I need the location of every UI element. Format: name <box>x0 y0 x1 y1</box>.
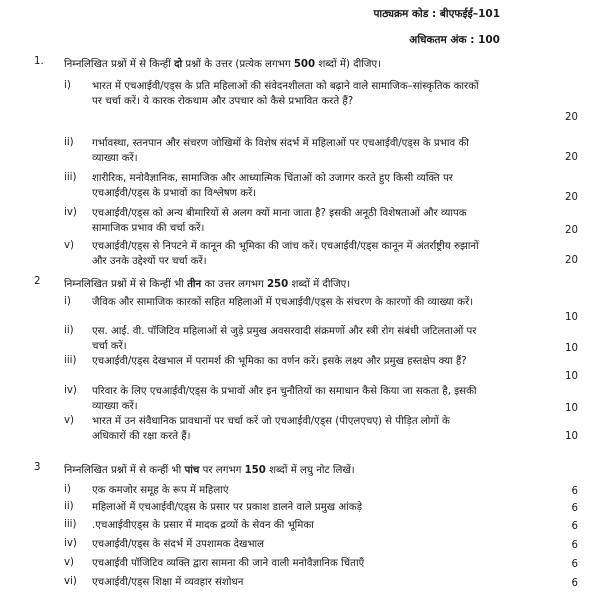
list-item <box>64 501 578 517</box>
item-numeral: ii) <box>64 137 74 148</box>
item-text: एस. आई. वी. पॉजिटिव महिलाओं से जुड़े प्रमुख अवसरवादी संक्रमणों और स्त्री रोग संबंधी जटिलताओं पर चर्चा करें। <box>92 326 477 352</box>
item-numeral: i) <box>64 296 71 307</box>
item-marks: 20 <box>565 225 578 236</box>
item-numeral: v) <box>64 415 75 426</box>
list-item <box>64 137 578 167</box>
list-item <box>64 240 578 270</box>
item-text: महिलाओं में एचआईवी/एड्स के प्रसार पर प्रकाश डालने वाले प्रमुख आंकड़े <box>92 502 363 513</box>
item-numeral: iv) <box>64 385 77 396</box>
course-code: पाठ्यक्रम कोड : बीएफईई–101 <box>373 8 500 20</box>
item-marks: 6 <box>571 503 578 514</box>
item-numeral: iii) <box>64 355 77 366</box>
item-marks: 20 <box>565 192 578 203</box>
list-item <box>64 576 578 592</box>
item-marks: 6 <box>571 578 578 589</box>
item-numeral: v) <box>64 557 75 568</box>
item-marks: 10 <box>565 403 578 414</box>
item-text: शारीरिक, मनोवैज्ञानिक, सामाजिक और आध्यात्मिक चिंताओं को उजागर करते हुए किसी व्यक्ति पर एचआईवी/एड्स के प्रभावों का विश्लेषण करें। <box>92 173 453 199</box>
list-item <box>64 80 578 126</box>
item-text: .एचआईवीएड्स के प्रसार में मादक द्रव्यों के सेवन की भूमिका <box>92 520 314 531</box>
item-text: परिवार के लिए एचआईवी/एड्स के प्रभावों और इन चुनौतियों का समाधान कैसे किया जा सकता है, इसकी व्याख्या करें। <box>92 386 477 412</box>
item-numeral: ii) <box>64 325 74 336</box>
item-numeral: iii) <box>64 519 77 530</box>
item-text: भारत में एचआईवी/एड्स के प्रति महिलाओं की संवेदनशीलता को बढ़ाने वाले सामाजिक–सांस्कृतिक कारकों पर चर्चा करें। ये कारक रोकथाम और उपचार को कैसे प्रभावित करते हैं? <box>92 81 479 107</box>
question-instruction: निम्नलिखित प्रश्नों में से किन्हीं दो प्रश्नों के उत्तर (प्रत्येक लगभग 500 शब्दों में) दीजिए। <box>64 59 381 70</box>
question-instruction: निम्नलिखित प्रश्नों में से कन्हीं भी पांच पर लगभग 150 शब्दों में लघु नोट लिखें। <box>64 465 355 476</box>
question-number: 3 <box>34 462 41 473</box>
item-marks: 10 <box>565 371 578 382</box>
max-marks: अधिकतम अंक : 100 <box>409 34 500 46</box>
item-marks: 20 <box>565 255 578 266</box>
item-marks: 6 <box>571 486 578 497</box>
list-item <box>64 519 578 535</box>
question-number: 1. <box>34 56 44 67</box>
question-number: 2 <box>34 276 41 287</box>
list-item <box>64 538 578 554</box>
item-text: एचआईवी/एड्स के संदर्भ में उपशामक देखभाल <box>92 539 265 550</box>
item-marks: 10 <box>565 312 578 323</box>
item-text: भारत में उन संवैधानिक प्रावधानों पर चर्चा करें जो एचआईवी/एड्स (पीएलएचए) से पीड़ित लोगों के अधिकारों की रक्षा करते हैं। <box>92 416 450 442</box>
item-text: एचआईवी/एड्स देखभाल में परामर्श की भूमिका का वर्णन करें। इसके लक्ष्य और प्रमुख हस्तक्षेप क्या हैं? <box>92 356 467 367</box>
item-text: एचआईवी पॉजिटिव व्यक्ति द्वारा सामना की जाने वाली मनोवैज्ञानिक चिंताएँ <box>92 558 365 569</box>
item-marks: 10 <box>565 431 578 442</box>
list-item <box>64 207 578 237</box>
list-item <box>64 415 578 445</box>
item-numeral: i) <box>64 80 71 91</box>
item-text: एचआईवी/एड्स शिक्षा में व्यवहार संशोधन <box>92 577 244 588</box>
item-marks: 6 <box>571 521 578 532</box>
list-item <box>64 385 578 415</box>
question-instruction: निम्नलिखित प्रश्नों में से किन्हीं भी तीन का उत्तर लगभग 250 शब्दों में दीजिए। <box>64 279 351 290</box>
list-item <box>64 484 578 500</box>
item-numeral: ii) <box>64 501 74 512</box>
item-text: गर्भावस्था, स्तनपान और संचरण जोखिमों के विशेष संदर्भ में महिलाओं पर एचआईवी/एड्स के प्रभाव की व्याख्या करें। <box>92 138 469 164</box>
item-marks: 6 <box>571 540 578 551</box>
item-marks: 6 <box>571 559 578 570</box>
item-numeral: vi) <box>64 576 77 587</box>
list-item <box>64 557 578 573</box>
list-item <box>64 325 578 355</box>
list-item <box>64 296 578 326</box>
item-marks: 10 <box>565 343 578 354</box>
item-numeral: iv) <box>64 207 77 218</box>
item-marks: 20 <box>565 112 578 123</box>
item-numeral: iv) <box>64 538 77 549</box>
list-item <box>64 355 578 385</box>
list-item <box>64 172 578 203</box>
item-numeral: i) <box>64 484 71 495</box>
item-text: एचआईवी/एड्स से निपटने में कानून की भूमिका की जांच करें। एचआईवी/एड्स कानून में अंतर्राष्ट्रीय रुझानों और उनके उद्देश्यों पर चर्चा करें। <box>92 241 479 267</box>
item-numeral: iii) <box>64 172 77 183</box>
item-text: जैविक और सामाजिक कारकों सहित महिलाओं में एचआईवी/एड्स के संचरण के कारणों की व्याख्या करें। <box>92 297 474 308</box>
item-marks: 20 <box>565 152 578 163</box>
item-numeral: v) <box>64 240 75 251</box>
item-text: एचआईवी/एड्स को अन्य बीमारियों से अलग क्यों माना जाता है? इसकी अनूठी विशेषताओं और व्यापक सामाजिक प्रभाव की चर्चा करें। <box>92 208 467 234</box>
item-text: एक कमजोर समूह के रूप में महिलाएं <box>92 485 229 496</box>
